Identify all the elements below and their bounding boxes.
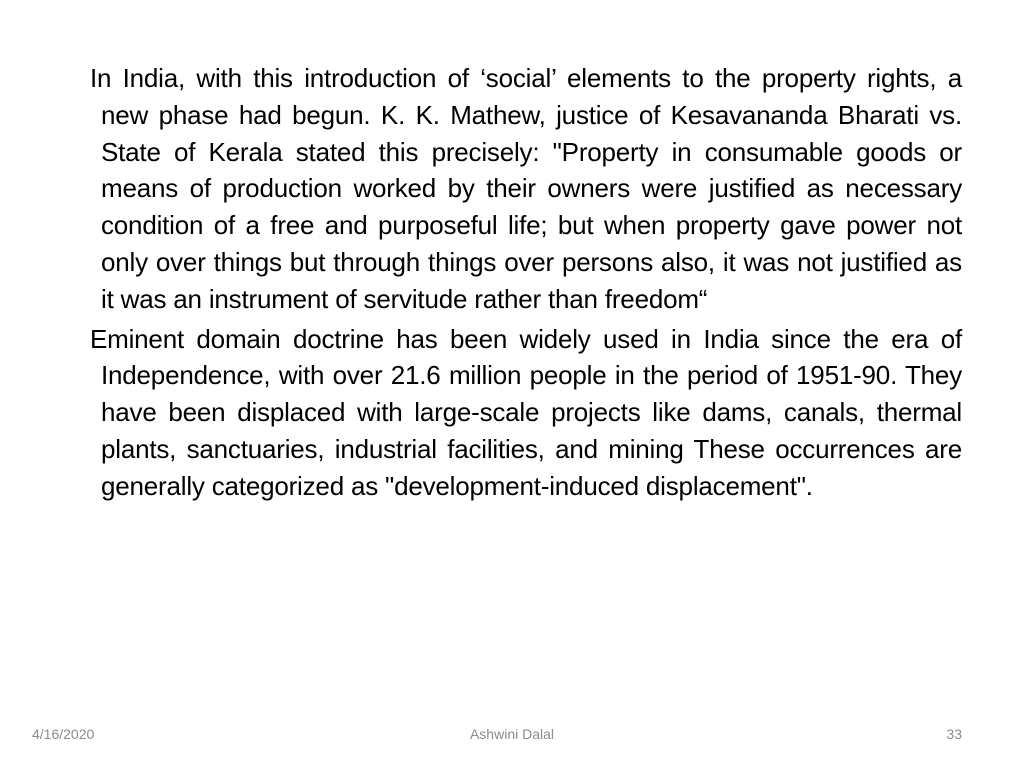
footer-author: Ashwini Dalal (469, 726, 555, 742)
footer-page-number: 33 (946, 726, 962, 742)
footer-date: 4/16/2020 (32, 726, 95, 742)
paragraph-property-rights: In India, with this introduction of ‘social’ elements to the property rights, a new phase had begun. K. K. Mathew, justice of Kesavananda Bharati vs. State of Kerala stated this precisely: "Property in consumable goods or means of production worked by their owners were justified as necessary condition of a free and purposeful life; but when property gave power not only over things but through things over persons also, it was not justified as it was an instrument of servitude rather than freedom“ (90, 63, 962, 314)
slide-content (90, 60, 962, 508)
paragraph-eminent-domain: Eminent domain doctrine has been widely used in India since the era of Independence, with over 21.6 million people in the period of 1951-90. They have been displaced with large-scale projects like dams, canals, thermal plants, sanctuaries, industrial facilities, and mining These occurrences are generally categorized as "development-induced displacement". (90, 323, 962, 501)
